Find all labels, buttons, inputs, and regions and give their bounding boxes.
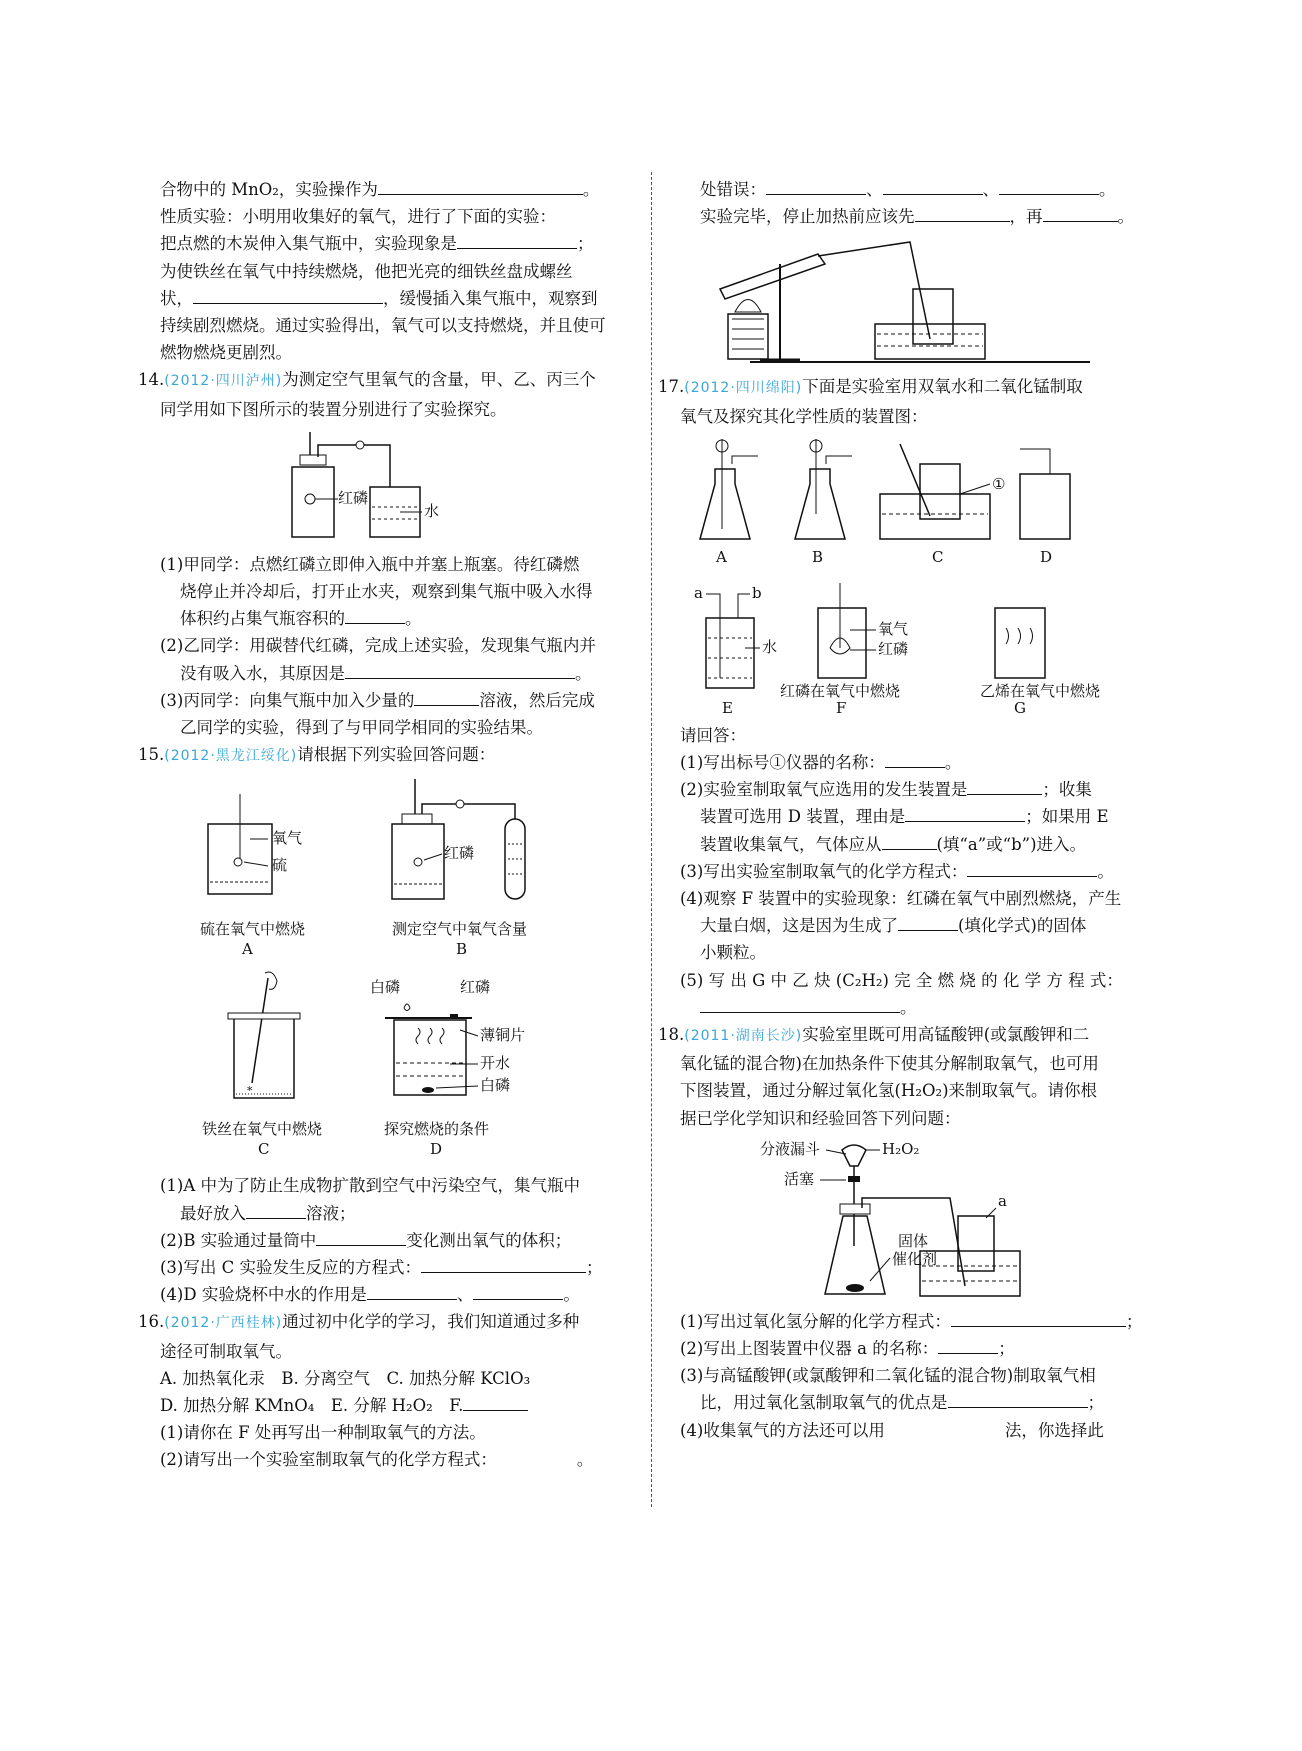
fig-label: a: [998, 1191, 1007, 1210]
fig-label: 红磷: [338, 488, 369, 507]
text-line: D. 加热分解 KMnO₄ E. 分解 H₂O₂ F.: [160, 1392, 640, 1419]
q15-figures-row1: [160, 774, 640, 964]
fig-label: 氧气: [878, 619, 909, 638]
fig-caption: 红磷在氧气中燃烧: [780, 681, 901, 700]
q14-apparatus-svg: [160, 427, 640, 547]
fig-label: 氧气: [272, 829, 303, 848]
text-line: (3)写出 C 实验发生反应的方程式： ；: [160, 1254, 640, 1281]
fig-letter: F: [836, 698, 847, 717]
question-source: (2012·四川绵阳): [684, 380, 803, 397]
text-line: (1)请你在 F 处再写出一种制取氧气的方法。: [160, 1423, 486, 1443]
text-line: (2)B 实验通过量筒中 变化测出氧气的体积；: [160, 1227, 640, 1254]
text-line: 装置收集氧气，气体应从 (填“a”或“b”)进入。: [680, 831, 1157, 858]
fig-caption: 探究燃烧的条件: [384, 1120, 490, 1139]
q18-apparatus-figure: [680, 1136, 1157, 1304]
marker-label: ①: [992, 474, 1006, 493]
question-15-header: 15.(2012·黑龙江绥化)请根据下列实验回答问题：: [138, 745, 496, 765]
question-14-header: 14.(2012·四川泸州)为测定空气里氧气的含量，甲、乙、丙三个: [138, 370, 596, 390]
question-source: (2012·黑龙江绥化): [164, 748, 298, 765]
text-line: 最好放入 溶液；: [160, 1200, 640, 1227]
fig-letter: D: [1040, 547, 1053, 566]
question-source: (2012·广西桂林): [164, 1315, 283, 1332]
text-line: 燃物燃烧更剧烈。: [160, 343, 292, 363]
svg-text:∗: ∗: [246, 1082, 254, 1096]
text-line: 同学用如下图所示的装置分别进行了实验探究。: [160, 399, 507, 419]
question-17-header: 17.(2012·四川绵阳)下面是实验室用双氧水和二氧化锰制取: [658, 377, 1083, 397]
right-column: [658, 176, 1157, 1444]
text-line: 装置可选用 D 装置，理由是 ；如果用 E: [680, 803, 1157, 830]
text-line: (1)写出标号①仪器的名称： 。: [680, 749, 1157, 776]
text-line: (2)写出上图装置中仪器 a 的名称： ；: [680, 1335, 1157, 1362]
text-line: 氧化锰的混合物)在加热条件下使其分解制取氧气，也可用: [680, 1054, 1099, 1074]
text-line: 下图装置，通过分解过氧化氢(H₂O₂)来制取氧气。请你根: [680, 1081, 1098, 1101]
text-line: (1)写出过氧化氢分解的化学方程式： ；: [680, 1308, 1157, 1335]
q17-figures-row2: [680, 578, 1157, 718]
text-line: 请回答：: [680, 725, 746, 745]
fig-letter: D: [430, 1140, 443, 1159]
text-line: (4)收集氧气的方法还可以用 法，你选择此: [680, 1420, 1104, 1440]
text-line: 没有吸入水，其原因是 。: [160, 660, 640, 687]
fig-letter: B: [812, 547, 824, 566]
fig-label: 活塞: [784, 1169, 815, 1188]
fig-letter: B: [456, 940, 468, 959]
text-line: (1)A 中为了防止生成物扩散到空气中污染空气，集气瓶中: [160, 1176, 581, 1196]
fig-letter: C: [932, 547, 944, 566]
text-line: 途径可制取氧气。: [160, 1341, 292, 1361]
fig-label: H₂O₂: [882, 1139, 920, 1158]
fig-letter: G: [1014, 698, 1026, 717]
q14-apparatus-figure: [160, 427, 640, 547]
text-line: 乙同学的实验，得到了与甲同学相同的实验结果。: [180, 718, 543, 738]
fig-caption: 乙烯在氧气中燃烧: [980, 681, 1101, 700]
fig-letter: C: [258, 1140, 270, 1159]
fig-label: 催化剂: [892, 1249, 938, 1268]
fig-letter: A: [716, 547, 727, 566]
fig-label: 水: [762, 637, 778, 656]
fig-label: 固体: [898, 1231, 929, 1250]
text-line: (3)写出实验室制取氧气的化学方程式： 。: [680, 858, 1157, 885]
text-line: 比，用过氧化氢制取氧气的优点是 ；: [680, 1389, 1157, 1416]
text-line: A. 加热氧化汞 B. 分离空气 C. 加热分解 KClO₃: [160, 1368, 531, 1388]
text-line: 小颗粒。: [700, 943, 766, 963]
left-column: [138, 176, 640, 1474]
text-line: (3)丙同学：向集气瓶中加入少量的 溶液，然后完成: [160, 687, 640, 714]
fig-caption: 铁丝在氧气中燃烧: [202, 1120, 323, 1139]
fig-label: a: [694, 583, 703, 602]
text-line: 据已学化学知识和经验回答下列问题：: [680, 1108, 961, 1128]
fig-letter: A: [242, 940, 253, 959]
question-source: (2012·四川泸州): [164, 373, 283, 390]
fig-label: 白磷: [370, 978, 401, 997]
fig-label: 开水: [480, 1054, 511, 1073]
fig-label: 白磷: [480, 1076, 511, 1095]
question-16-header: 16.(2012·广西桂林)通过初中化学的学习，我们知道通过多种: [138, 1312, 580, 1332]
q17-figures-row1: [680, 434, 1157, 574]
text-line: (4)D 实验烧杯中水的作用是 、 。: [160, 1281, 640, 1308]
column-divider: [651, 172, 652, 1507]
text-line: (2)请写出一个实验室制取氧气的化学方程式： 。: [160, 1450, 594, 1470]
text-line: (2)乙同学：用碳替代红磷，完成上述实验，发现集气瓶内并: [160, 636, 596, 656]
fig-label: 红磷: [460, 978, 491, 997]
text-line: 体积约占集气瓶容积的 。: [160, 605, 640, 632]
text-line: 状， ，缓慢插入集气瓶中，观察到: [160, 285, 640, 312]
text-line: 把点燃的木炭伸入集气瓶中，实验现象是 ；: [160, 230, 640, 257]
q15-figures-row2: [160, 968, 640, 1168]
fig-label: 分液漏斗: [760, 1139, 821, 1158]
text-line: (2)实验室制取氧气应选用的发生装置是 ；收集: [680, 776, 1157, 803]
fig-label: b: [752, 583, 762, 602]
fig-caption: 测定空气中氧气含量: [392, 920, 528, 939]
text-line: 为使铁丝在氧气中持续燃烧，他把光亮的细铁丝盘成螺丝: [160, 261, 573, 281]
text-line: 烧停止并冷却后，打开止水夹，观察到集气瓶中吸入水得: [180, 582, 593, 602]
text-line: 合物中的 MnO₂，实验操作为 。: [160, 176, 640, 203]
text-line: 持续剧烈燃烧。通过实验得出，氧气可以支持燃烧，并且使可: [160, 316, 606, 336]
fig-label: 红磷: [878, 639, 909, 658]
text-line: 。: [680, 994, 1157, 1021]
fig-label: 水: [424, 501, 440, 520]
fig-label: 红磷: [444, 844, 475, 863]
text-line: 性质实验：小明用收集好的氧气，进行了下面的实验：: [160, 207, 556, 227]
text-line: (3)与高锰酸钾(或氯酸钾和二氧化锰的混合物)制取氧气相: [680, 1366, 1096, 1386]
text-line: 实验完毕，停止加热前应该先 ，再 。: [680, 203, 1157, 230]
fig-label: 硫: [272, 856, 288, 875]
heating-apparatus-figure: [680, 234, 1157, 369]
fig-caption: 硫在氧气中燃烧: [200, 920, 306, 939]
fig-letter: E: [722, 698, 733, 717]
text-line: 氧气及探究其化学性质的装置图：: [680, 406, 928, 426]
question-18-header: 18.(2011·湖南长沙)实验室里既可用高锰酸钾(或氯酸钾和二: [658, 1025, 1090, 1045]
text-line: (5) 写 出 G 中 乙 炔 (C₂H₂) 完 全 燃 烧 的 化 学 方 程 式：: [680, 970, 1123, 990]
text-line: 处错误： 、 、 。: [680, 176, 1157, 203]
text-line: 大量白烟，这是因为生成了 (填化学式)的固体: [680, 912, 1157, 939]
question-source: (2011·湖南长沙): [684, 1028, 803, 1045]
fig-label: 薄铜片: [480, 1026, 526, 1045]
text-line: (4)观察 F 装置中的实验现象：红磷在氧气中剧烈燃烧，产生: [680, 889, 1122, 909]
text-line: (1)甲同学：点燃红磷立即伸入瓶中并塞上瓶塞。待红磷燃: [160, 554, 580, 574]
